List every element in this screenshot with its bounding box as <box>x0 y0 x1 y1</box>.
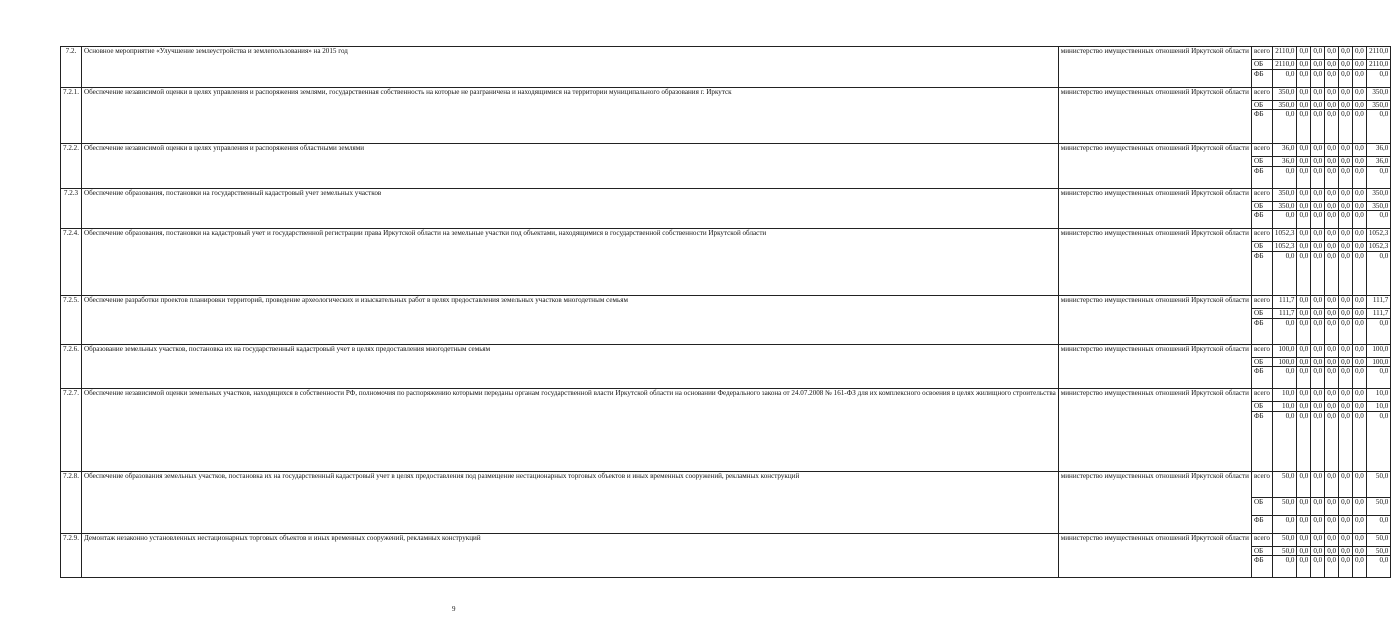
year-value: 0,0 <box>1311 211 1325 229</box>
table-row <box>61 471 1391 497</box>
total-value: 350,0 <box>1366 201 1391 211</box>
year-value: 0,0 <box>1272 69 1297 87</box>
item-description: Обеспечение образования, постановки на государственный кадастровый учет земельных участков <box>81 188 1058 229</box>
year-value: 0,0 <box>1311 367 1325 389</box>
item-number: 7.2.5. <box>61 295 82 344</box>
year-value: 0,0 <box>1311 295 1325 308</box>
year-value: 0,0 <box>1311 157 1325 167</box>
year-value: 0,0 <box>1352 402 1366 412</box>
year-value: 0,0 <box>1352 110 1366 144</box>
funding-source: ОБ <box>1251 157 1272 167</box>
year-value: 0,0 <box>1311 110 1325 144</box>
responsible-executor: министерство имущественных отношений Иркутской области <box>1058 47 1251 88</box>
year-value: 0,0 <box>1311 556 1325 578</box>
funding-source: ОБ <box>1251 357 1272 367</box>
year-value: 0,0 <box>1325 144 1339 157</box>
funding-source: всего <box>1251 295 1272 308</box>
year-value: 0,0 <box>1352 87 1366 100</box>
funding-source: всего <box>1251 533 1272 546</box>
year-value: 0,0 <box>1297 211 1311 229</box>
item-description: Обеспечение разработки проектов планировки территорий, проведение археологических и изыскательных работ в целях предоставления земельных участков многодетным семьям <box>81 295 1058 344</box>
year-value: 0,0 <box>1325 411 1339 471</box>
year-value: 350,0 <box>1272 201 1297 211</box>
total-value: 0,0 <box>1366 166 1391 188</box>
year-value: 0,0 <box>1339 144 1353 157</box>
item-description: Основное мероприятие «Улучшение землеустройства и землепользования» на 2015 год <box>81 47 1058 88</box>
year-value: 0,0 <box>1311 251 1325 295</box>
year-value: 0,0 <box>1311 87 1325 100</box>
item-description: Обеспечение независимой оценки в целях управления и распоряжения областными землями <box>81 144 1058 189</box>
item-number: 7.2.4. <box>61 229 82 296</box>
year-value: 0,0 <box>1311 389 1325 402</box>
year-value: 0,0 <box>1325 100 1339 110</box>
item-number: 7.2.2. <box>61 144 82 189</box>
year-value: 0,0 <box>1297 188 1311 201</box>
total-value: 0,0 <box>1366 211 1391 229</box>
item-number: 7.2. <box>61 47 82 88</box>
funding-source: ФБ <box>1251 251 1272 295</box>
year-value: 0,0 <box>1339 100 1353 110</box>
year-value: 0,0 <box>1325 211 1339 229</box>
year-value: 2110,0 <box>1272 47 1297 60</box>
year-value: 0,0 <box>1325 367 1339 389</box>
year-value: 0,0 <box>1339 60 1353 70</box>
item-number: 7.2.9. <box>61 533 82 578</box>
funding-source: ФБ <box>1251 411 1272 471</box>
year-value: 0,0 <box>1325 318 1339 344</box>
total-value: 0,0 <box>1366 367 1391 389</box>
year-value: 0,0 <box>1311 497 1325 515</box>
year-value: 0,0 <box>1352 367 1366 389</box>
year-value: 0,0 <box>1339 201 1353 211</box>
year-value: 0,0 <box>1339 188 1353 201</box>
table-row <box>61 229 1391 242</box>
year-value: 0,0 <box>1352 308 1366 318</box>
funding-source: ФБ <box>1251 556 1272 578</box>
total-value: 2110,0 <box>1366 60 1391 70</box>
funding-source: ФБ <box>1251 211 1272 229</box>
total-value: 100,0 <box>1366 344 1391 357</box>
year-value: 0,0 <box>1297 229 1311 242</box>
total-value: 0,0 <box>1366 411 1391 471</box>
year-value: 0,0 <box>1352 389 1366 402</box>
item-number: 7.2.1. <box>61 87 82 144</box>
year-value: 0,0 <box>1325 515 1339 533</box>
year-value: 0,0 <box>1339 211 1353 229</box>
table-row <box>61 533 1391 546</box>
item-description: Обеспечение образования, постановки на кадастровый учет и государственной регистрации права Иркутской области на земельные участки под объектами, находящимися в государственной собственности Иркутской области <box>81 229 1058 296</box>
year-value: 0,0 <box>1311 344 1325 357</box>
year-value: 0,0 <box>1297 166 1311 188</box>
item-number: 7.2.8. <box>61 471 82 533</box>
year-value: 0,0 <box>1297 411 1311 471</box>
total-value: 50,0 <box>1366 546 1391 556</box>
year-value: 1052,3 <box>1272 242 1297 252</box>
year-value: 0,0 <box>1339 47 1353 60</box>
funding-source: всего <box>1251 389 1272 402</box>
funding-source: ФБ <box>1251 110 1272 144</box>
year-value: 0,0 <box>1272 211 1297 229</box>
year-value: 0,0 <box>1325 251 1339 295</box>
year-value: 0,0 <box>1325 308 1339 318</box>
responsible-executor: министерство имущественных отношений Иркутской области <box>1058 229 1251 296</box>
year-value: 0,0 <box>1352 411 1366 471</box>
year-value: 0,0 <box>1272 556 1297 578</box>
funding-source: ОБ <box>1251 546 1272 556</box>
year-value: 0,0 <box>1339 389 1353 402</box>
year-value: 111,7 <box>1272 295 1297 308</box>
year-value: 0,0 <box>1339 229 1353 242</box>
year-value: 0,0 <box>1352 47 1366 60</box>
responsible-executor: министерство имущественных отношений Иркутской области <box>1058 389 1251 472</box>
year-value: 0,0 <box>1311 318 1325 344</box>
year-value: 0,0 <box>1339 308 1353 318</box>
year-value: 0,0 <box>1325 533 1339 546</box>
total-value: 0,0 <box>1366 110 1391 144</box>
year-value: 0,0 <box>1325 47 1339 60</box>
year-value: 0,0 <box>1325 471 1339 497</box>
year-value: 0,0 <box>1311 471 1325 497</box>
year-value: 0,0 <box>1325 389 1339 402</box>
year-value: 0,0 <box>1325 497 1339 515</box>
total-value: 2110,0 <box>1366 47 1391 60</box>
year-value: 0,0 <box>1311 60 1325 70</box>
year-value: 0,0 <box>1325 242 1339 252</box>
item-number: 7.2.7. <box>61 389 82 472</box>
year-value: 0,0 <box>1311 166 1325 188</box>
year-value: 36,0 <box>1272 157 1297 167</box>
year-value: 0,0 <box>1297 344 1311 357</box>
year-value: 0,0 <box>1272 251 1297 295</box>
total-value: 0,0 <box>1366 318 1391 344</box>
item-description: Обеспечение независимой оценки в целях управления и распоряжения землями, государственная собственность на которые не разграничена и находящимися на территории муниципального образования г. Иркутск <box>81 87 1058 144</box>
table-row <box>61 87 1391 100</box>
year-value: 0,0 <box>1311 47 1325 60</box>
item-description: Обеспечение образования земельных участков, постановка их на государственный кадастровый учет в целях предоставления под размещение нестационарных торговых объектов и иных временных сооружений, рекламных конструкций <box>81 471 1058 533</box>
responsible-executor: министерство имущественных отношений Иркутской области <box>1058 471 1251 533</box>
total-value: 50,0 <box>1366 497 1391 515</box>
year-value: 2110,0 <box>1272 60 1297 70</box>
responsible-executor: министерство имущественных отношений Иркутской области <box>1058 144 1251 189</box>
year-value: 0,0 <box>1339 471 1353 497</box>
funding-source: всего <box>1251 144 1272 157</box>
total-value: 36,0 <box>1366 144 1391 157</box>
year-value: 0,0 <box>1339 110 1353 144</box>
year-value: 0,0 <box>1311 546 1325 556</box>
year-value: 1052,3 <box>1272 229 1297 242</box>
year-value: 0,0 <box>1297 389 1311 402</box>
total-value: 350,0 <box>1366 87 1391 100</box>
year-value: 350,0 <box>1272 87 1297 100</box>
year-value: 0,0 <box>1297 546 1311 556</box>
responsible-executor: министерство имущественных отношений Иркутской области <box>1058 344 1251 389</box>
funding-source: ОБ <box>1251 60 1272 70</box>
year-value: 0,0 <box>1311 402 1325 412</box>
year-value: 0,0 <box>1325 69 1339 87</box>
year-value: 100,0 <box>1272 344 1297 357</box>
year-value: 0,0 <box>1339 367 1353 389</box>
year-value: 0,0 <box>1352 242 1366 252</box>
year-value: 0,0 <box>1297 308 1311 318</box>
total-value: 0,0 <box>1366 251 1391 295</box>
year-value: 350,0 <box>1272 188 1297 201</box>
year-value: 0,0 <box>1352 295 1366 308</box>
year-value: 0,0 <box>1272 318 1297 344</box>
year-value: 0,0 <box>1297 497 1311 515</box>
table-row <box>61 344 1391 357</box>
funding-source: всего <box>1251 188 1272 201</box>
total-value: 36,0 <box>1366 157 1391 167</box>
funding-source: ОБ <box>1251 308 1272 318</box>
funding-source: ФБ <box>1251 318 1272 344</box>
table-row <box>61 47 1391 60</box>
year-value: 36,0 <box>1272 144 1297 157</box>
responsible-executor: министерство имущественных отношений Иркутской области <box>1058 533 1251 578</box>
year-value: 0,0 <box>1297 201 1311 211</box>
funding-source: всего <box>1251 47 1272 60</box>
funding-source: всего <box>1251 229 1272 242</box>
total-value: 0,0 <box>1366 515 1391 533</box>
year-value: 0,0 <box>1311 201 1325 211</box>
total-value: 350,0 <box>1366 100 1391 110</box>
year-value: 0,0 <box>1339 318 1353 344</box>
responsible-executor: министерство имущественных отношений Иркутской области <box>1058 188 1251 229</box>
year-value: 0,0 <box>1311 357 1325 367</box>
funding-source: ФБ <box>1251 166 1272 188</box>
funding-source: ОБ <box>1251 497 1272 515</box>
year-value: 0,0 <box>1325 166 1339 188</box>
total-value: 0,0 <box>1366 69 1391 87</box>
year-value: 0,0 <box>1297 100 1311 110</box>
year-value: 0,0 <box>1339 344 1353 357</box>
year-value: 0,0 <box>1272 110 1297 144</box>
year-value: 0,0 <box>1352 497 1366 515</box>
year-value: 0,0 <box>1325 201 1339 211</box>
year-value: 0,0 <box>1352 144 1366 157</box>
responsible-executor: министерство имущественных отношений Иркутской области <box>1058 295 1251 344</box>
funding-source: всего <box>1251 471 1272 497</box>
year-value: 350,0 <box>1272 100 1297 110</box>
year-value: 0,0 <box>1352 556 1366 578</box>
year-value: 0,0 <box>1352 471 1366 497</box>
budget-table <box>60 46 1391 578</box>
year-value: 10,0 <box>1272 389 1297 402</box>
year-value: 0,0 <box>1339 87 1353 100</box>
year-value: 0,0 <box>1297 251 1311 295</box>
responsible-executor: министерство имущественных отношений Иркутской области <box>1058 87 1251 144</box>
year-value: 50,0 <box>1272 546 1297 556</box>
year-value: 0,0 <box>1352 515 1366 533</box>
year-value: 0,0 <box>1297 242 1311 252</box>
funding-source: ОБ <box>1251 201 1272 211</box>
year-value: 0,0 <box>1297 471 1311 497</box>
funding-source: ФБ <box>1251 69 1272 87</box>
item-number: 7.2.6. <box>61 344 82 389</box>
year-value: 0,0 <box>1352 229 1366 242</box>
year-value: 0,0 <box>1297 318 1311 344</box>
year-value: 0,0 <box>1352 318 1366 344</box>
year-value: 111,7 <box>1272 308 1297 318</box>
item-description: Демонтаж незаконно установленных нестационарных торговых объектов и иных временных сооружений, рекламных конструкций <box>81 533 1058 578</box>
year-value: 0,0 <box>1352 357 1366 367</box>
total-value: 50,0 <box>1366 533 1391 546</box>
year-value: 0,0 <box>1339 157 1353 167</box>
year-value: 0,0 <box>1339 411 1353 471</box>
year-value: 0,0 <box>1297 60 1311 70</box>
year-value: 0,0 <box>1272 515 1297 533</box>
year-value: 0,0 <box>1297 87 1311 100</box>
year-value: 0,0 <box>1339 515 1353 533</box>
year-value: 10,0 <box>1272 402 1297 412</box>
total-value: 100,0 <box>1366 357 1391 367</box>
year-value: 0,0 <box>1352 201 1366 211</box>
year-value: 0,0 <box>1352 546 1366 556</box>
funding-source: ОБ <box>1251 242 1272 252</box>
year-value: 0,0 <box>1339 533 1353 546</box>
total-value: 10,0 <box>1366 402 1391 412</box>
year-value: 0,0 <box>1297 110 1311 144</box>
year-value: 0,0 <box>1311 533 1325 546</box>
year-value: 0,0 <box>1297 357 1311 367</box>
year-value: 0,0 <box>1325 157 1339 167</box>
year-value: 0,0 <box>1325 229 1339 242</box>
year-value: 50,0 <box>1272 497 1297 515</box>
funding-source: всего <box>1251 344 1272 357</box>
year-value: 0,0 <box>1339 242 1353 252</box>
year-value: 0,0 <box>1352 69 1366 87</box>
year-value: 50,0 <box>1272 471 1297 497</box>
year-value: 0,0 <box>1352 188 1366 201</box>
year-value: 0,0 <box>1297 295 1311 308</box>
year-value: 0,0 <box>1311 188 1325 201</box>
year-value: 0,0 <box>1339 357 1353 367</box>
year-value: 0,0 <box>1339 402 1353 412</box>
year-value: 50,0 <box>1272 533 1297 546</box>
year-value: 0,0 <box>1297 402 1311 412</box>
funding-source: всего <box>1251 87 1272 100</box>
year-value: 0,0 <box>1325 546 1339 556</box>
year-value: 0,0 <box>1339 556 1353 578</box>
year-value: 0,0 <box>1352 157 1366 167</box>
year-value: 0,0 <box>1311 515 1325 533</box>
item-number: 7.2.3 <box>61 188 82 229</box>
total-value: 0,0 <box>1366 556 1391 578</box>
year-value: 0,0 <box>1325 295 1339 308</box>
table-row <box>61 389 1391 402</box>
total-value: 1052,3 <box>1366 242 1391 252</box>
year-value: 0,0 <box>1325 402 1339 412</box>
year-value: 0,0 <box>1297 144 1311 157</box>
year-value: 0,0 <box>1352 344 1366 357</box>
year-value: 0,0 <box>1352 251 1366 295</box>
year-value: 0,0 <box>1339 295 1353 308</box>
year-value: 0,0 <box>1325 344 1339 357</box>
year-value: 0,0 <box>1272 166 1297 188</box>
year-value: 0,0 <box>1352 100 1366 110</box>
year-value: 0,0 <box>1297 157 1311 167</box>
item-description: Обеспечение независимой оценки земельных участков, находящихся в собственности РФ, полномочия по распоряжению которыми переданы органам государственной власти Иркутской области на основании Федерального закона от 24.07.2008 № 161-ФЗ для их комплексного освоения в целях жилищного строительства <box>81 389 1058 472</box>
year-value: 0,0 <box>1311 100 1325 110</box>
total-value: 1052,3 <box>1366 229 1391 242</box>
year-value: 0,0 <box>1272 411 1297 471</box>
year-value: 0,0 <box>1272 367 1297 389</box>
year-value: 0,0 <box>1311 144 1325 157</box>
funding-source: ФБ <box>1251 367 1272 389</box>
year-value: 0,0 <box>1311 308 1325 318</box>
year-value: 100,0 <box>1272 357 1297 367</box>
year-value: 0,0 <box>1297 556 1311 578</box>
year-value: 0,0 <box>1297 515 1311 533</box>
year-value: 0,0 <box>1339 497 1353 515</box>
year-value: 0,0 <box>1325 556 1339 578</box>
year-value: 0,0 <box>1339 69 1353 87</box>
total-value: 350,0 <box>1366 188 1391 201</box>
year-value: 0,0 <box>1352 60 1366 70</box>
year-value: 0,0 <box>1297 69 1311 87</box>
total-value: 111,7 <box>1366 295 1391 308</box>
total-value: 50,0 <box>1366 471 1391 497</box>
total-value: 111,7 <box>1366 308 1391 318</box>
year-value: 0,0 <box>1311 69 1325 87</box>
table-row <box>61 188 1391 201</box>
item-description: Образование земельных участков, постановка их на государственный кадастровый учет в целях предоставления многодетным семьям <box>81 344 1058 389</box>
page-number: 9 <box>452 605 456 613</box>
year-value: 0,0 <box>1325 188 1339 201</box>
year-value: 0,0 <box>1297 533 1311 546</box>
table-row <box>61 144 1391 157</box>
year-value: 0,0 <box>1339 166 1353 188</box>
year-value: 0,0 <box>1325 60 1339 70</box>
year-value: 0,0 <box>1311 411 1325 471</box>
year-value: 0,0 <box>1339 251 1353 295</box>
year-value: 0,0 <box>1325 110 1339 144</box>
year-value: 0,0 <box>1311 242 1325 252</box>
funding-source: ФБ <box>1251 515 1272 533</box>
table-row <box>61 295 1391 308</box>
year-value: 0,0 <box>1352 533 1366 546</box>
year-value: 0,0 <box>1325 87 1339 100</box>
funding-source: ОБ <box>1251 100 1272 110</box>
year-value: 0,0 <box>1311 229 1325 242</box>
year-value: 0,0 <box>1325 357 1339 367</box>
year-value: 0,0 <box>1339 546 1353 556</box>
total-value: 10,0 <box>1366 389 1391 402</box>
year-value: 0,0 <box>1297 367 1311 389</box>
year-value: 0,0 <box>1352 166 1366 188</box>
year-value: 0,0 <box>1352 211 1366 229</box>
year-value: 0,0 <box>1297 47 1311 60</box>
funding-source: ОБ <box>1251 402 1272 412</box>
